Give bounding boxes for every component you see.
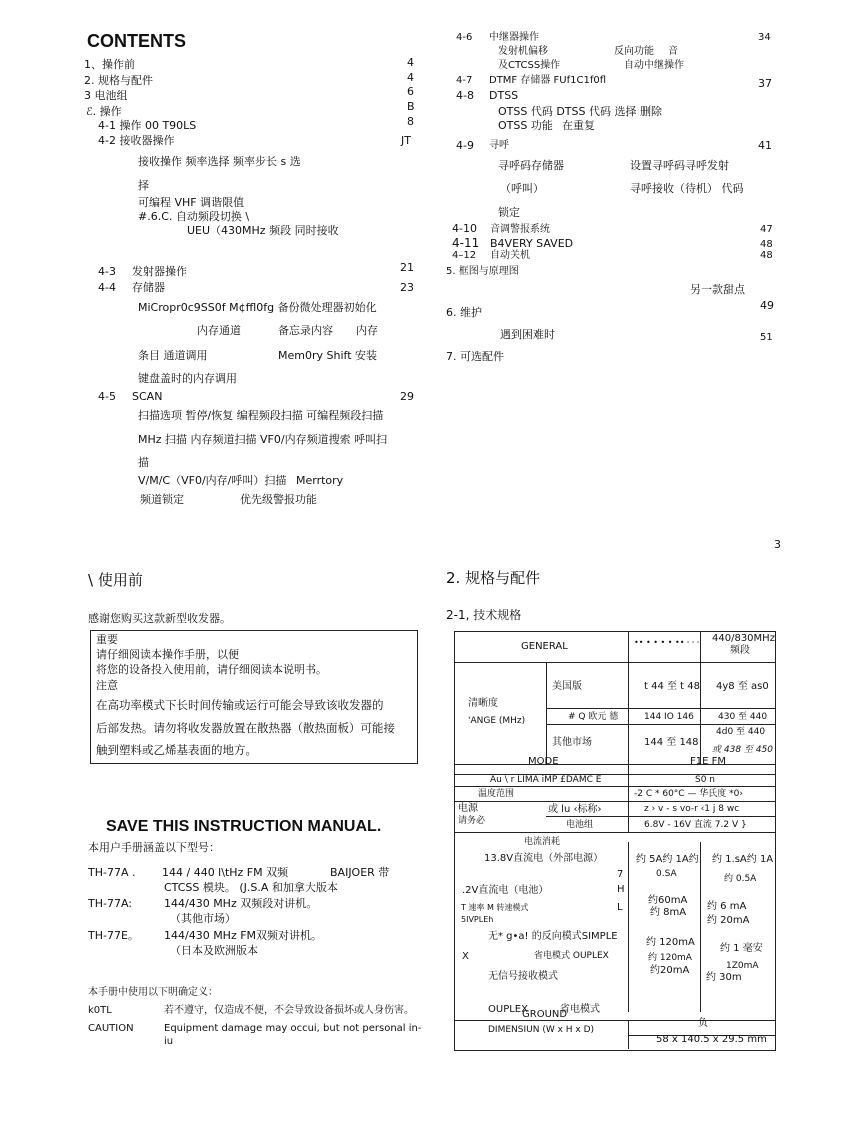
notice-heading: 重要 bbox=[96, 633, 118, 646]
current-vhf: 约 120mA bbox=[646, 937, 695, 948]
current-uhf: 1Z0mA bbox=[726, 961, 759, 971]
current-label: X bbox=[462, 951, 469, 962]
toc-subline: OTSS 功能 bbox=[498, 119, 553, 132]
toc-page: 47 bbox=[760, 224, 773, 235]
toc-subline: 发射机偏移 bbox=[498, 46, 548, 57]
contents-title: CONTENTS bbox=[87, 31, 186, 51]
range-uhf: 4d0 至 440 bbox=[716, 727, 766, 737]
notice-heading: 注意 bbox=[96, 679, 118, 692]
toc-subline: 内存通道 bbox=[197, 324, 241, 337]
toc-subline: 寻呼码存储器 bbox=[498, 159, 564, 172]
power-value: 6.8V - 16V 直流 7.2 V } bbox=[644, 820, 747, 830]
current-label: L bbox=[617, 902, 623, 913]
notice-line: 触到塑料或乙烯基表面的地方。 bbox=[96, 743, 257, 757]
toc-item: DTMF 存储器 FUf1C1f0fl bbox=[489, 75, 607, 86]
toc-item: 发射器操作 bbox=[132, 265, 187, 278]
current-vhf: 约60mA bbox=[648, 895, 688, 906]
power-battery: 电池组 bbox=[566, 820, 594, 830]
table-rule bbox=[454, 764, 775, 765]
current-vhf: 约 8mA bbox=[650, 907, 687, 918]
dimension-label: DIMENSIUN (W x H x D) bbox=[488, 1025, 595, 1035]
model-desc: （其他市场） bbox=[170, 912, 236, 925]
table-header: GENERAL bbox=[521, 641, 568, 652]
current-vhf: 约20mA bbox=[650, 965, 690, 976]
toc-item: 自动关机 bbox=[490, 250, 530, 261]
toc-page: 51 bbox=[760, 332, 773, 343]
range-vhf: 144 至 148 bbox=[644, 737, 699, 748]
range-market: 其他市场 bbox=[552, 737, 592, 748]
toc-page: 8 bbox=[407, 115, 414, 128]
table-frame bbox=[454, 631, 776, 1051]
table-rule bbox=[546, 724, 775, 725]
current-uhf: 约 1 毫安 bbox=[720, 943, 763, 954]
toc-subline: 在重复 bbox=[562, 119, 595, 132]
toc-subline: 条目 通道调用 bbox=[138, 349, 208, 362]
toc-item: ℰ. 操作 bbox=[86, 105, 122, 118]
toc-subline: UEU（430MHz 频段 同时接收 bbox=[187, 224, 339, 237]
def-text: Equipment damage may occui, but not personal in- bbox=[164, 1023, 422, 1034]
temp-value: -2 C * 60°C — 华氏度 *0› bbox=[634, 789, 743, 799]
toc-subline: 键盘盖时的内存调用 bbox=[138, 372, 237, 385]
impedance-value: S0 n bbox=[695, 775, 716, 785]
table-rule bbox=[454, 832, 775, 833]
notice-line: 在高功率模式下长时间传输或运行可能会导致该收发器的 bbox=[96, 698, 384, 712]
table-rule bbox=[700, 631, 701, 764]
toc-page: 34 bbox=[758, 32, 771, 43]
current-label: H bbox=[617, 884, 625, 895]
toc-item: 6. 维护 bbox=[446, 306, 482, 319]
model-desc: 144 / 440 l\tHz FM 双频 bbox=[162, 866, 289, 879]
toc-item: 7. 可选配件 bbox=[446, 350, 504, 363]
table-rule bbox=[546, 662, 547, 764]
ground-label: 省电模式 bbox=[560, 1004, 600, 1015]
toc-item: 5. 框图与原理图 bbox=[446, 266, 519, 277]
toc-page: 37 bbox=[758, 77, 772, 90]
range-vhf: 144 IO 146 bbox=[644, 712, 694, 722]
table-rule bbox=[628, 631, 629, 764]
power-nominal: 或 lu ‹标称› bbox=[548, 804, 602, 815]
toc-item: 中继器操作 bbox=[489, 32, 539, 43]
toc-subline: MiCropr0c9SS0f M¢ffl0fg 备份微处理器初始化 bbox=[138, 301, 377, 314]
current-uhf: 约 20mA bbox=[707, 915, 750, 926]
power-label: 电源 bbox=[458, 803, 478, 814]
current-vhf: 约 5A约 1A约 bbox=[636, 854, 699, 865]
toc-item: 存储器 bbox=[132, 281, 165, 294]
toc-item: B4VERY SAVED bbox=[490, 237, 574, 250]
toc-page: 48 bbox=[760, 239, 773, 250]
current-label: 省电模式 OUPLEX bbox=[534, 951, 609, 961]
toc-item: 音调警报系统 bbox=[490, 224, 550, 235]
def-text: 若不遵守，仅造成不便，不会导致设备损坏或人身伤害。 bbox=[164, 1005, 414, 1016]
current-label: 无* g•a! 的反向模式SIMPLE bbox=[488, 931, 618, 942]
toc-subline: 遇到困难时 bbox=[500, 328, 555, 341]
mode-label: MODE bbox=[528, 756, 559, 767]
toc-subline: 设置寻呼码寻呼发射 bbox=[630, 159, 729, 172]
current-label: 5IVPLEh bbox=[461, 915, 494, 924]
toc-item: SCAN bbox=[132, 390, 163, 403]
current-label: T 速率 M 转速模式 bbox=[461, 903, 529, 912]
save-manual-heading: SAVE THIS INSTRUCTION MANUAL. bbox=[106, 818, 382, 835]
toc-subline: OTSS 代码 DTSS 代码 选择 删除 bbox=[498, 105, 662, 118]
toc-item: 2. 规格与配件 bbox=[84, 74, 153, 87]
ground-label: GROUND bbox=[522, 1009, 568, 1020]
model-name: TH-77E。 bbox=[88, 929, 139, 942]
toc-num: 4-7 bbox=[456, 75, 473, 86]
toc-num: 4-11 bbox=[452, 236, 480, 250]
page-number: 3 bbox=[774, 538, 781, 551]
range-vhf: t 44 至 t 48 bbox=[644, 681, 701, 692]
toc-subline: 可编程 VHF 调谐限值 bbox=[138, 196, 245, 209]
toc-subline: 择 bbox=[138, 179, 149, 192]
toc-subline: 反向功能 bbox=[614, 46, 654, 57]
toc-page: 21 bbox=[400, 261, 414, 274]
toc-subline: 音 bbox=[668, 46, 678, 57]
table-rule bbox=[546, 816, 775, 817]
table-header: 频段 bbox=[730, 645, 750, 656]
table-rule bbox=[628, 842, 629, 1012]
toc-subline: 寻呼接收（待机） 代码 bbox=[630, 182, 744, 195]
toc-subline: 接收操作 频率选择 频率步长 s 选 bbox=[138, 155, 301, 168]
temp-label: 温度范围 bbox=[478, 789, 515, 799]
model-name: TH-77A . bbox=[88, 866, 136, 879]
toc-page: JT bbox=[401, 134, 411, 147]
current-label: 7 bbox=[617, 869, 624, 880]
dimension-value: 58 x 140.5 x 29.5 mm bbox=[656, 1034, 767, 1045]
range-uhf: 430 至 440 bbox=[718, 712, 768, 722]
toc-page: B bbox=[407, 100, 415, 113]
power-value: z › v - s vo-r ‹1 j 8 wc bbox=[644, 804, 740, 814]
toc-item: 3 电池组 bbox=[84, 89, 128, 102]
toc-subline: 描 bbox=[138, 456, 149, 469]
mode-value: F1E FM bbox=[690, 756, 726, 767]
covers-text: 本用户手册涵盖以下型号： bbox=[88, 841, 220, 854]
toc-subline: Mem0ry Shift 安装 bbox=[278, 349, 377, 362]
toc-num: 4-4 bbox=[98, 281, 116, 294]
table-rule bbox=[546, 708, 775, 709]
table-header: •• • • • • •• ˒ ˒ ˒ bbox=[634, 638, 700, 647]
range-market: # Q 欧元 德 bbox=[568, 712, 619, 722]
toc-page: 49 bbox=[760, 299, 774, 312]
current-uhf: 约 6 mA bbox=[707, 901, 747, 912]
toc-page: 23 bbox=[400, 281, 414, 294]
def-term: k0TL bbox=[88, 1005, 112, 1016]
toc-subline: MHz 扫描 内存频道扫描 VF0/内存频道搜索 呼叫扫 bbox=[138, 433, 388, 446]
toc-subline: 及CTCSS操作 bbox=[498, 60, 561, 71]
toc-page: 6 bbox=[407, 85, 414, 98]
toc-item: DTSS bbox=[489, 89, 519, 102]
current-uhf: 约 1.sA约 1A bbox=[712, 854, 774, 865]
current-label: .2V直流电（电池） bbox=[462, 885, 549, 896]
model-desc: CTCSS 模块。 (J.S.A 和加拿大版本 bbox=[164, 881, 338, 894]
model-desc: 144/430 MHz 双频段对讲机。 bbox=[164, 897, 318, 910]
toc-subline: V/M/C（VF0/内存/呼叫）扫描 bbox=[138, 474, 287, 487]
toc-num: 4-5 bbox=[98, 390, 116, 403]
toc-subline: 自动中继操作 bbox=[624, 60, 684, 71]
power-label: 请务必 bbox=[458, 816, 486, 826]
ground-value: 负 bbox=[698, 1018, 708, 1029]
toc-page: 29 bbox=[400, 390, 414, 403]
model-desc: （日本及欧洲版本 bbox=[170, 944, 258, 957]
notice-line: 请仔细阅读本操作手册，以便 bbox=[96, 648, 239, 661]
section-subtitle: 2-1, 技术规格 bbox=[446, 608, 522, 622]
current-label: 13.8V直流电（外部电源） bbox=[484, 853, 604, 864]
toc-subline: 锁定 bbox=[498, 206, 520, 219]
toc-subline: 频道锁定 bbox=[140, 493, 184, 506]
toc-item: 4-1 操作 00 T90LS bbox=[98, 119, 197, 132]
model-name: TH-77A: bbox=[88, 897, 132, 910]
toc-subline: 内存 bbox=[356, 324, 378, 337]
table-rule bbox=[700, 842, 701, 1012]
notice-line: 将您的设备投入使用前，请仔细阅读本说明书。 bbox=[96, 663, 327, 676]
range-uhf: 或 438 至 450 bbox=[712, 745, 773, 755]
toc-num: 4-9 bbox=[456, 139, 474, 152]
def-term: CAUTION bbox=[88, 1023, 134, 1034]
section-title: 2. 规格与配件 bbox=[446, 569, 541, 587]
toc-subline: 另一款甜点 bbox=[690, 283, 745, 296]
toc-page: 4 bbox=[407, 56, 414, 69]
table-rule bbox=[454, 662, 775, 663]
toc-page: 4 bbox=[407, 71, 414, 84]
intro-text: 感谢您购买这款新型收发器。 bbox=[88, 612, 231, 625]
current-uhf: 约 0.5A bbox=[724, 874, 757, 884]
table-rule bbox=[454, 801, 775, 802]
current-label: 无信号接收模式 bbox=[488, 971, 558, 982]
current-uhf: 约 30m bbox=[706, 972, 742, 983]
toc-subline: 扫描选项 暂停/恢复 编程频段扫描 可编程频段扫描 bbox=[138, 409, 384, 422]
toc-subline: （呼叫） bbox=[500, 182, 544, 195]
section-title: \ 使用前 bbox=[88, 571, 143, 589]
toc-num: 4-10 bbox=[452, 222, 477, 235]
current-title: 电流消耗 bbox=[524, 837, 561, 847]
toc-num: 4–12 bbox=[452, 250, 477, 261]
notice-line: 后部发热。请勿将收发器放置在散热器（散热面板）可能接 bbox=[96, 721, 395, 735]
toc-num: 4-3 bbox=[98, 265, 116, 278]
range-label: 'ANGE (MHz) bbox=[468, 716, 526, 726]
table-header: 440/830MHz bbox=[712, 633, 775, 644]
toc-subline: Merrtory bbox=[296, 474, 344, 487]
toc-page: 48 bbox=[760, 250, 773, 261]
table-rule bbox=[454, 1020, 775, 1021]
ground-label: OUPLEX bbox=[488, 1004, 528, 1015]
range-market: 美国版 bbox=[552, 681, 582, 692]
toc-page: 41 bbox=[758, 139, 772, 152]
current-vhf: 约 120mA bbox=[648, 953, 692, 963]
toc-item: 寻呼 bbox=[489, 140, 509, 151]
model-desc: BAIJOER 带 bbox=[330, 866, 390, 879]
toc-item: 4-2 接收器操作 bbox=[98, 134, 175, 147]
toc-num: 4-8 bbox=[456, 89, 474, 102]
toc-subline: 备忘录内容 bbox=[278, 324, 333, 337]
def-text: iu bbox=[164, 1036, 174, 1047]
toc-subline: #.6.C. 自动频段切换 \ bbox=[138, 210, 250, 223]
defs-title: 本手册中使用以下明确定义： bbox=[88, 987, 218, 998]
range-label: 清晰度 bbox=[468, 698, 498, 709]
model-desc: 144/430 MHz FM双频对讲机。 bbox=[164, 929, 323, 942]
range-uhf: 4y8 至 as0 bbox=[716, 681, 769, 692]
toc-item: 1、操作前 bbox=[84, 58, 135, 71]
toc-subline: 优先级警报功能 bbox=[240, 493, 317, 506]
impedance-label: Au \ r LIMA iMP £DAMC E bbox=[490, 775, 602, 785]
toc-num: 4-6 bbox=[456, 32, 473, 43]
current-vhf: 0.SA bbox=[656, 869, 677, 879]
